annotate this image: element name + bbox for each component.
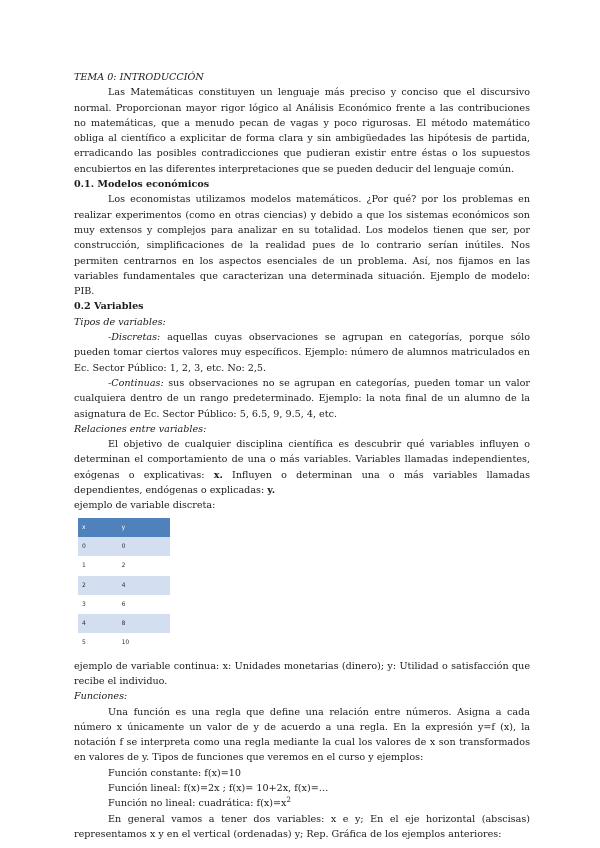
table-cell: 0: [118, 537, 170, 556]
relations-y: y.: [267, 485, 276, 497]
function-linear: Función lineal: f(x)=2x ; f(x)= 10+2x, f(x)=…: [108, 783, 329, 795]
table-row: [78, 537, 170, 556]
continuous-example: ejemplo de variable continua: x: Unidades monetarias (dinero); y: Utilidad o satisfacción que recibe el individuo.: [74, 660, 530, 687]
table-cell: 8: [118, 614, 170, 633]
table-header-row: [78, 518, 170, 537]
section-1-paragraph: Los economistas utilizamos modelos matemáticos. ¿Por qué? por los problemas en realizar experimentos (como en otras ciencias) y debido a que los sistemas económicos son muy extensos y complejos para analizar en su totalidad. Los modelos tienen que ser, por construcción, simplificaciones de la realidad pues de lo contrario serían inútiles. Nos permiten centrarnos en los aspectos esenciales de un problema. Así, nos fijamos en las variables fundamentales que caracterizan una determinada situación. Ejemplo de modelo: PIB.: [74, 194, 530, 298]
relations-text-b: Influyen o determinan una o más variables llamadas dependientes, endógenas o explicadas:: [74, 469, 530, 497]
types-heading: Tipos de variables:: [74, 316, 166, 328]
document-title: TEMA 0: INTRODUCCIÓN: [74, 72, 204, 83]
relations-paragraph: [74, 437, 530, 498]
discrete-paragraph: [74, 330, 530, 376]
table-cell: 1: [78, 556, 118, 575]
table-cell: 2: [78, 576, 118, 595]
table-cell: 3: [78, 595, 118, 614]
continuous-paragraph: [74, 376, 530, 422]
relations-x: x.: [213, 469, 223, 481]
table-cell: 5: [78, 633, 118, 652]
table-row: [78, 595, 170, 614]
function-nonlinear-text: Función no lineal: cuadrática: f(x)=x: [108, 798, 287, 810]
continuous-text: sus observaciones no se agrupan en categorías, pueden tomar un valor cualquiera dentro de un rango predeterminado. Ejemplo: la nota final de un alumno de la asignatura de Ec. Sector Público: 5, 6.5, 9, 9.5, 4, etc.: [74, 377, 530, 420]
section-1-heading: 0.1. Modelos económicos: [74, 179, 210, 191]
table-row: [78, 633, 170, 652]
document-page: [74, 70, 530, 842]
table-row: [78, 576, 170, 595]
table-cell: 2: [118, 556, 170, 575]
functions-heading: Funciones:: [74, 691, 128, 703]
table-header-x: x: [78, 518, 118, 537]
relations-heading: Relaciones entre variables:: [74, 423, 207, 435]
table-cell: 6: [118, 595, 170, 614]
discrete-label: -Discretas:: [108, 332, 161, 344]
relations-text-a: El objetivo de cualquier disciplina científica es descubrir qué variables influyen o determinan el comportamiento de una o más variables. Variables llamadas independientes, exógenas o explicativas:: [74, 439, 530, 481]
table-row: [78, 614, 170, 633]
table-cell: 4: [78, 614, 118, 633]
table-cell: 0: [78, 537, 118, 556]
table-header-y: y: [118, 518, 170, 537]
function-nonlinear: [74, 796, 530, 811]
table-cell: 10: [118, 633, 170, 652]
discrete-example-label: ejemplo de variable discreta:: [74, 500, 216, 512]
general-paragraph: En general vamos a tener dos variables: x e y; En el eje horizontal (abscisas) representamos x y en el vertical (ordenadas) y; Rep. Gráfica de los ejemplos anteriores:: [74, 813, 530, 840]
function-nonlinear-exponent: 2: [286, 796, 291, 805]
functions-paragraph: Una función es una regla que define una relación entre números. Asigna a cada número x únicamente un valor de y de acuerdo a una regla. En la expresión y=f (x), la notación f se interpreta como una regla mediante la cual los valores de x son transformados en valores de y. Tipos de funciones que veremos en el curso y ejemplos:: [74, 706, 530, 764]
discrete-text: aquellas cuyas observaciones se agrupan en categorías, porque sólo pueden tomar ciertos valores muy específicos. Ejemplo: número de alumnos matriculados en Ec. Sector Público: 1, 2, 3, etc. No: 2,5.: [74, 332, 530, 374]
continuous-label: -Continuas:: [108, 377, 164, 389]
section-2-heading: 0.2 Variables: [74, 301, 144, 313]
discrete-variable-table: [78, 518, 170, 653]
table-cell: 4: [118, 576, 170, 595]
function-constant: Función constante: f(x)=10: [108, 767, 241, 779]
table-row: [78, 556, 170, 575]
intro-paragraph: Las Matemáticas constituyen un lenguaje más preciso y conciso que el discursivo normal. Proporcionan mayor rigor lógico al Análisis Económico frente a las contribuciones no matemáticas, que a menudo pecan de vagas y poco rigurosas. El método matemático obliga al científico a explicitar de forma clara y sin ambigüedades las hipótesis de partida, erradicando las posibles contradicciones que pudieran existir entre éstas o los supuestos encubiertos en las diferentes interpretaciones que se pueden deducir del lenguaje común.: [74, 87, 530, 175]
